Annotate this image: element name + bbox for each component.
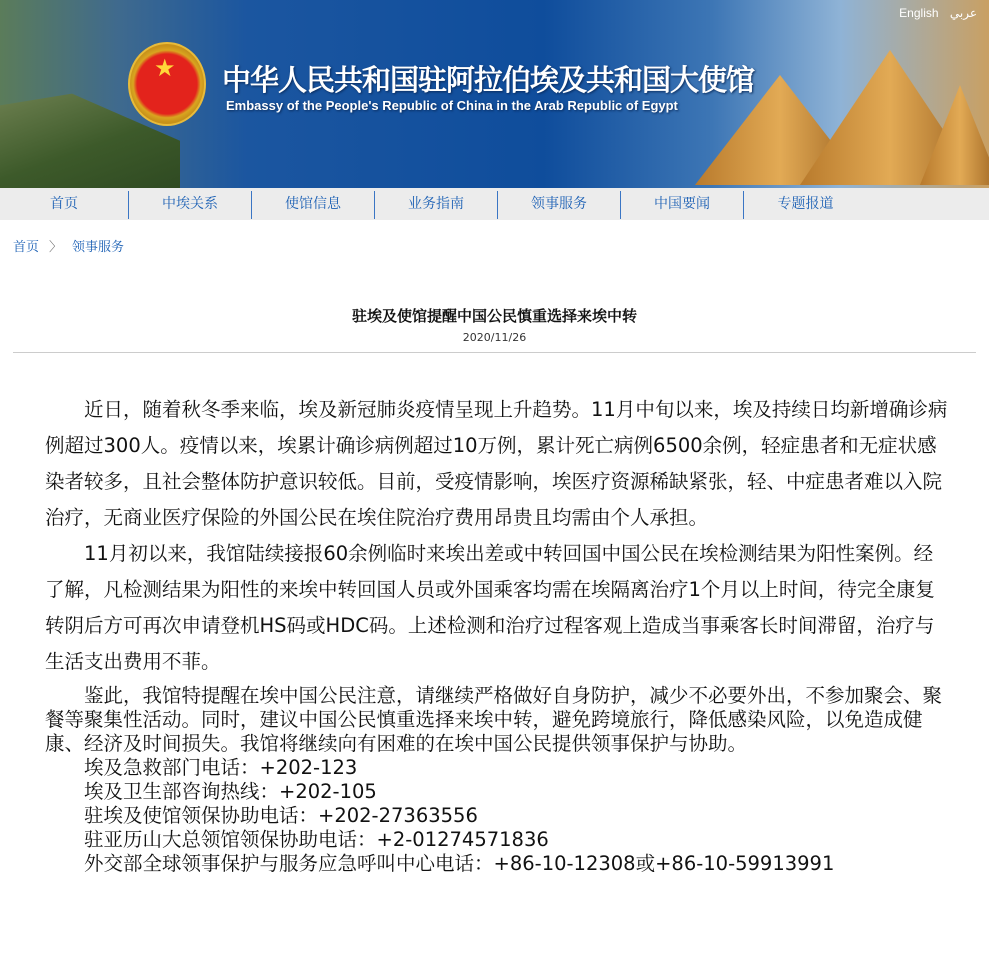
contact-line: 埃及急救部门电话：+202-123 <box>84 756 358 779</box>
site-title-cn: 中华人民共和国驻阿拉伯埃及共和国大使馆 <box>222 63 755 97</box>
language-switch <box>891 6 977 20</box>
header-banner <box>0 0 989 188</box>
national-emblem-icon: ★ <box>128 42 206 126</box>
breadcrumb <box>13 236 124 255</box>
contact-list <box>45 756 950 876</box>
nav-consular-services[interactable]: 领事服务 <box>498 191 621 219</box>
nav-china-news[interactable]: 中国要闻 <box>621 191 744 219</box>
nav-china-egypt-relations[interactable]: 中埃关系 <box>129 191 252 219</box>
article-body <box>45 392 950 876</box>
contact-line: 外交部全球领事保护与服务应急呼叫中心电话：+86-10-12308或+86-10-59913991 <box>84 852 835 875</box>
article-title: 驻埃及使馆提醒中国公民慎重选择来埃中转 <box>351 307 637 325</box>
nav-home[interactable]: 首页 <box>0 191 129 219</box>
lang-english-link[interactable]: English <box>899 6 939 20</box>
paragraph: 11月初以来，我馆陆续接报60余例临时来埃出差或中转回国中国公民在埃检测结果为阳性案例。经了解，凡检测结果为阳性的来埃中转回国人员或外国乘客均需在埃隔离治疗1个月以上时间，待完全康复转阴后方可再次申请登机HS码或HDC码。上述检测和治疗过程客观上造成当事乘客长时间滞留，治疗与生活支出费用不菲。 <box>45 542 935 673</box>
breadcrumb-separator: 〉 <box>49 240 63 255</box>
lang-arabic-link[interactable]: عربي <box>949 6 977 20</box>
site-title-en: Embassy of the People's Republic of China in the Arab Republic of Egypt <box>226 98 678 113</box>
contact-line: 驻亚历山大总领馆领保协助电话：+2-01274571836 <box>84 828 549 851</box>
paragraph: 鉴此，我馆特提醒在埃中国公民注意，请继续严格做好自身防护，减少不必要外出，不参加聚会、聚餐等聚集性活动。同时，建议中国公民慎重选择来埃中转，避免跨境旅行，降低感染风险，以免造成健康、经济及时间损失。我馆将继续向有困难的在埃中国公民提供领事保护与协助。 <box>45 684 943 755</box>
contact-line: 埃及卫生部咨询热线：+202-105 <box>84 780 377 803</box>
nav-embassy-info[interactable]: 使馆信息 <box>252 191 375 219</box>
breadcrumb-current[interactable]: 领事服务 <box>72 240 125 255</box>
contact-line: 驻埃及使馆领保协助电话：+202-27363556 <box>84 804 478 827</box>
article-date: 2020/11/26 <box>462 331 527 344</box>
breadcrumb-home[interactable]: 首页 <box>13 240 40 255</box>
divider <box>13 352 976 353</box>
main-nav <box>0 188 989 220</box>
nav-special-reports[interactable]: 专题报道 <box>777 196 834 212</box>
paragraph: 近日，随着秋冬季来临，埃及新冠肺炎疫情呈现上升趋势。11月中旬以来，埃及持续日均新增确诊病例超过300人。疫情以来，埃累计确诊病例超过10万例，累计死亡病例6500余例，轻症患者和无症状感染者较多，且社会整体防护意识较低。目前，受疫情影响，埃医疗资源稀缺紧张，轻、中症患者难以入院治疗，无商业医疗保险的外国公民在埃住院治疗费用昂贵且均需由个人承担。 <box>45 398 948 529</box>
nav-business-guide[interactable]: 业务指南 <box>375 191 498 219</box>
